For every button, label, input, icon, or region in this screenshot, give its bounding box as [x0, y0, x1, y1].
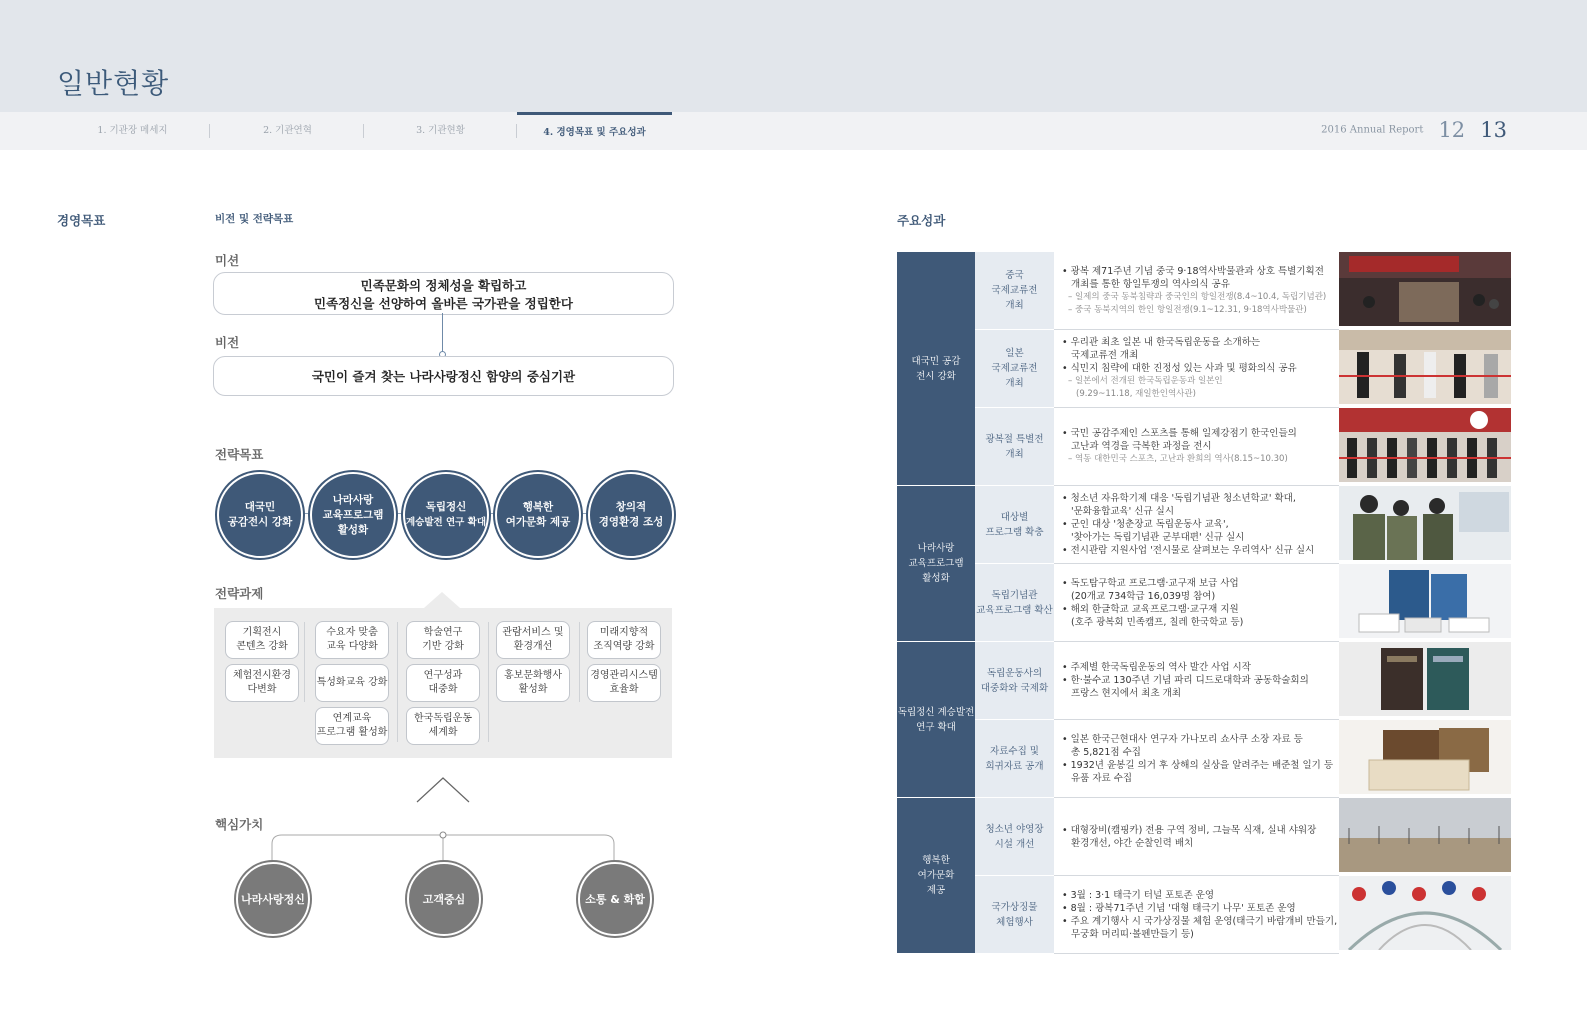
ceremony-photo [1339, 408, 1511, 482]
goal-line: 독립정신 [425, 501, 467, 513]
category-cell: 나라사랑 교육프로그램 활성화 [897, 486, 975, 642]
exhibition-opening-photo [1339, 252, 1511, 326]
goal-line: 경영환경 조성 [598, 516, 664, 528]
subcategory-cell: 대상별 프로그램 확충 [975, 486, 1054, 564]
goal-circle [495, 472, 581, 558]
goal-line: 활성화 [337, 523, 369, 536]
subcategory-cell: 일본 국제교류전 개최 [975, 330, 1054, 408]
tab-divider [209, 124, 210, 138]
section-title-achievements: 주요성과 [897, 213, 946, 228]
strategic-goals-label: 전략목표 [215, 447, 264, 462]
subcategory-cell: 청소년 야영장 시설 개선 [975, 798, 1054, 876]
photo-cell [1339, 642, 1512, 720]
goal-line: 공감전시 강화 [227, 516, 293, 528]
goal-circle [403, 472, 489, 558]
page-number-left: 12 [1438, 118, 1466, 142]
task-divider [304, 622, 305, 702]
task-item: 학술연구 기반 강화 [406, 621, 480, 659]
tab-goals-performance[interactable]: 4. 경영목표 및 주요성과 [517, 112, 672, 153]
mission-box [213, 272, 674, 315]
strategic-tasks-label: 전략과제 [215, 586, 264, 601]
description-cell: • 청소년 자유학기제 대응 '독립기념관 청소년학교' 확대, '문화융합교육' 신규 실시 • 군인 대상 '청춘장교 독립운동사 교육', '찾아가는 독립기념관 군부대편' 신규 실시 • 전시관람 지원사업 '전시물로 살펴보는 우리역사' 신규 실시 [1054, 486, 1339, 564]
section-title-goals: 경영목표 [57, 213, 106, 228]
task-item: 기획전시 콘텐츠 강화 [225, 621, 299, 659]
subcategory-cell: 독립운동사의 대중화와 국제화 [975, 642, 1054, 720]
photo-cell [1339, 252, 1512, 330]
books-photo [1339, 642, 1511, 716]
ribbon-cutting-photo [1339, 330, 1511, 404]
vision-label: 비전 [215, 335, 240, 350]
mission-label: 미션 [215, 253, 240, 268]
achievements-table [897, 252, 1512, 954]
photo-cell [1339, 330, 1512, 408]
task-item: 연계교육 프로그램 활성화 [315, 707, 389, 745]
tab-status[interactable]: 3. 기관현황 [416, 125, 465, 136]
task-item: 한국독립운동 세계화 [406, 707, 480, 745]
category-cell: 대국민 공감 전시 강화 [897, 252, 975, 486]
description-cell: • 대형장비(캠핑카) 전용 구역 정비, 그늘목 식재, 실내 샤워장 환경개선, 야간 순찰인력 배치 [1054, 798, 1339, 876]
goal-line: 대국민 [244, 501, 276, 513]
goal-line: 계승발전 연구 확대 [405, 517, 487, 528]
subcategory-cell: 자료수집 및 희귀자료 공개 [975, 720, 1054, 798]
core-value-circle: 소통 & 화합 [578, 862, 652, 936]
task-item: 특성화교육 강화 [315, 664, 389, 702]
report-pagination [1321, 118, 1507, 142]
report-label: 2016 Annual Report [1321, 124, 1424, 136]
subcategory-cell: 중국 국제교류전 개최 [975, 252, 1054, 330]
goal-circle [310, 472, 396, 558]
subcategory-cell: 독립기념관 교육프로그램 확산 [975, 564, 1054, 642]
subcategory-cell: 광복절 특별전 개최 [975, 408, 1054, 486]
core-value-circle: 나라사랑정신 [236, 862, 310, 936]
description-cell: • 국민 공감주제인 스포츠를 통해 일제강점기 한국인들의 고난과 역경을 극복한 과정을 전시 – 역동 대한민국 스포츠, 고난과 환희의 역사(8.15~10.30) [1054, 408, 1339, 486]
photo-cell [1339, 564, 1512, 642]
photo-cell [1339, 408, 1512, 486]
vision-subtitle: 비전 및 전략목표 [215, 213, 294, 225]
core-value-circle: 고객중심 [407, 862, 481, 936]
photo-cell [1339, 720, 1512, 798]
goal-circle [217, 472, 303, 558]
page-title: 일반현황 [57, 67, 170, 100]
tab-ceo-message[interactable]: 1. 기관장 메세지 [97, 125, 168, 136]
goal-circle [588, 472, 674, 558]
task-item: 연구성과 대중화 [406, 664, 480, 702]
task-divider [579, 622, 580, 702]
task-item: 경영관리시스템 효율화 [587, 664, 661, 702]
core-values-label: 핵심가치 [215, 817, 264, 832]
education-materials-photo [1339, 564, 1511, 638]
tasks-pointer [424, 592, 460, 608]
category-cell: 행복한 여가문화 제공 [897, 798, 975, 954]
description-cell: • 일본 한국근현대사 연구자 가나모리 쇼사쿠 소장 자료 등 총 5,821점 수집 • 1932년 윤봉길 의거 후 상해의 실상을 알려주는 배준철 일기 등 유품 자료 수집 [1054, 720, 1339, 798]
vision-text: 국민이 즐겨 찾는 나라사랑정신 함양의 중심기관 [311, 369, 576, 384]
category-cell: 독립정신 계승발전 연구 확대 [897, 642, 975, 798]
description-cell: • 우리관 최초 일본 내 한국독립운동을 소개하는 국제교류전 개최 • 식민지 침략에 대한 진정성 있는 사과 및 평화의식 공유 – 일본에서 전개된 한국독립운동과 일본인 (9.29~11.18, 재일한인역사관) [1054, 330, 1339, 408]
task-item: 수요자 맞춤 교육 다양화 [315, 621, 389, 659]
task-item: 체험전시환경 다변화 [225, 664, 299, 702]
military-education-photo [1339, 486, 1511, 560]
page-number-right: 13 [1480, 118, 1507, 142]
goal-line: 여가문화 제공 [505, 516, 571, 528]
campground-photo [1339, 798, 1511, 872]
chevron-up-icon [415, 775, 471, 805]
photo-cell [1339, 876, 1512, 954]
photo-cell [1339, 798, 1512, 876]
goal-line: 행복한 [522, 501, 554, 513]
goal-line: 창의적 [615, 501, 647, 513]
archive-documents-photo [1339, 720, 1511, 794]
task-item: 미래지향적 조직역량 강화 [587, 621, 661, 659]
task-divider [397, 622, 398, 742]
description-cell: • 주제별 한국독립운동의 역사 발간 사업 시작 • 한·불수교 130주년 기념 파리 디드로대학과 공동학술회의 프랑스 현지에서 최초 개최 [1054, 642, 1339, 720]
flag-tunnel-photo [1339, 876, 1511, 950]
photo-cell [1339, 486, 1512, 564]
tab-divider [363, 124, 364, 138]
goal-line: 나라사랑 [332, 493, 374, 506]
goal-line: 교육프로그램 [322, 508, 384, 521]
description-cell: • 독도탐구학교 프로그램·교구재 보급 사업 (20개교 734학급 16,039명 참여) • 해외 한글학교 교육프로그램·교구재 지원 (호주 광복회 민족캠프, 칠레 한국학교 등) [1054, 564, 1339, 642]
task-divider [488, 622, 489, 742]
header-band [0, 0, 1587, 112]
mission-line: 민족정신을 선양하여 올바른 국가관을 정립한다 [314, 295, 573, 311]
task-item: 관람서비스 및 환경개선 [496, 621, 570, 659]
description-cell: • 광복 제71주년 기념 중국 9·18역사박물관과 상호 특별기획전 개최를 통한 항일투쟁의 역사의식 공유 – 일제의 중국 동북침략과 중국인의 항일전쟁(8.4~10.4, 독립기념관) – 중국 동북지역의 한인 항일전쟁(9.1~12.31, 9·18역사박물관) [1054, 252, 1339, 330]
description-cell: • 3월 : 3·1 태극기 터널 포토존 운영 • 8월 : 광복71주년 기념 '대형 태극기 나무' 포토존 운영 • 주요 계기행사 시 국가상징물 체험 운영(태극기 바람개비 만들기, 무궁화 머리띠·볼펜만들기 등) [1054, 876, 1339, 954]
connector-line [442, 313, 443, 353]
vision-box [213, 356, 674, 396]
tab-history[interactable]: 2. 기관연혁 [263, 125, 312, 136]
mission-line: 민족문화의 정체성을 확립하고 [360, 277, 527, 293]
subcategory-cell: 국가상징물 체험행사 [975, 876, 1054, 954]
task-item: 홍보문화행사 활성화 [496, 664, 570, 702]
